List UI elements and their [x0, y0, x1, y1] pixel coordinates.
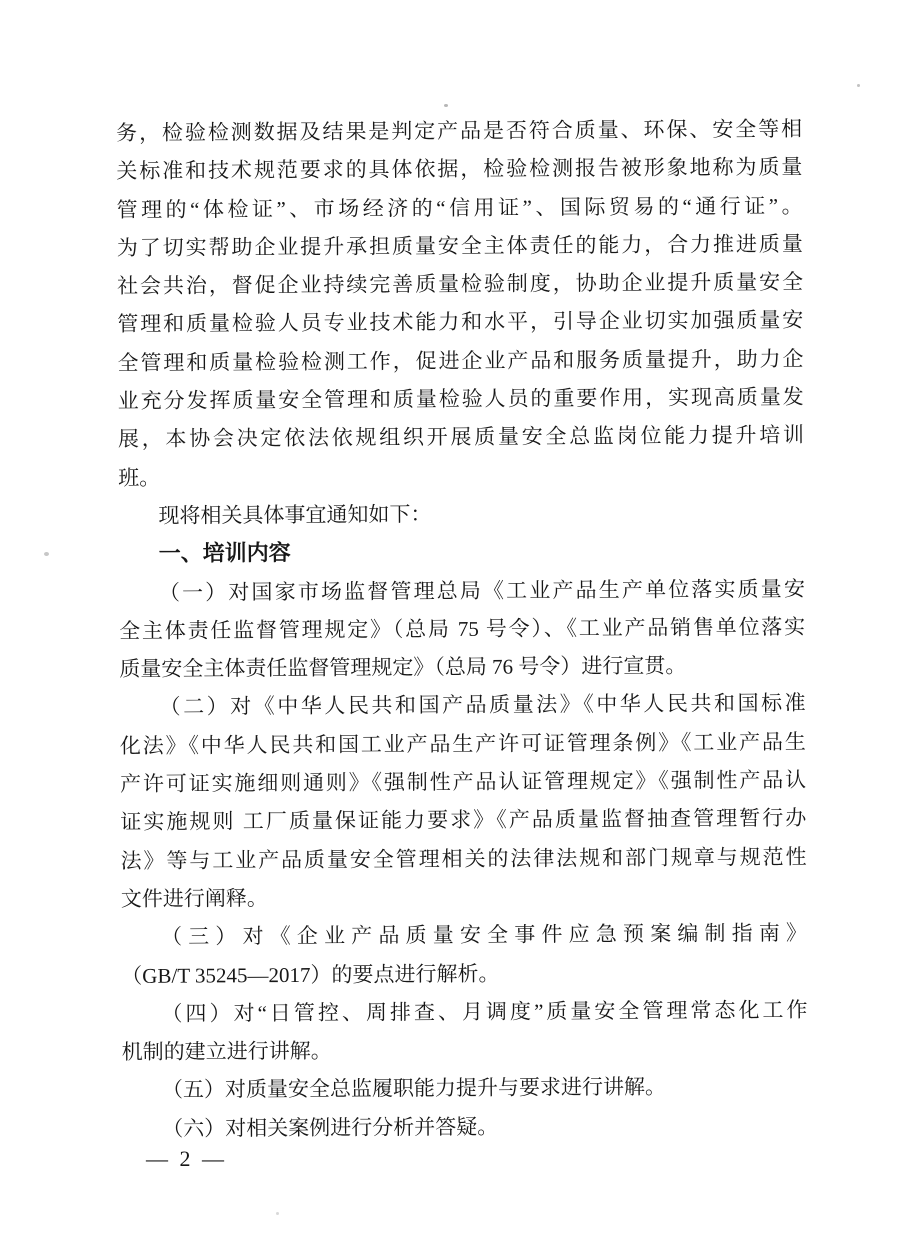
notice-line: 管理的“体检证”、市场经济的“信用证”、国际贸易的“通行证”。 — [116, 193, 803, 222]
notice-line: （三）对《企业产品质量安全事件应急预案编制指南》 — [160, 921, 808, 949]
notice-line: 关标准和技术规范要求的具体依据，检验检测报告被形象地称为质量 — [116, 155, 803, 184]
notice-line: 管理和质量检验人员专业技术能力和水平，引导企业切实加强质量安 — [117, 308, 804, 337]
notice-line: 全主体责任监督管理规定》（总局 75 号令）、《工业产品销售单位落实 — [119, 614, 806, 643]
notice-line: 班。 — [118, 465, 161, 490]
notice-line: 质量安全主体责任监督管理规定》（总局 76 号令）进行宣贯。 — [119, 653, 687, 682]
notice-line: （一）对国家市场监督管理总局《工业产品生产单位落实质量安 — [158, 576, 805, 605]
notice-line: （六）对相关案例进行分析并答疑。 — [162, 1114, 499, 1141]
notice-line: 全管理和质量检验检测工作，促进企业产品和服务质量提升，助力企 — [117, 346, 804, 375]
notice-line: 文件进行阐释。 — [120, 886, 268, 911]
notice-line: 证实施规则 工厂质量保证能力要求》《产品质量监督抽查管理暂行办 — [120, 806, 807, 835]
scan-speck — [276, 1212, 279, 1215]
section-heading-training-content: 一、培训内容 — [158, 540, 291, 567]
scan-speck — [857, 84, 860, 87]
notice-line: 法》等与工业产品质量安全管理相关的法律法规和部门规章与规范性 — [120, 844, 807, 873]
notice-line: （五）对质量安全总监履职能力提升与要求进行讲解。 — [161, 1075, 667, 1103]
notice-line: （二）对《中华人民共和国产品质量法》《中华人民共和国标准 — [159, 691, 806, 720]
notice-line: 展，本协会决定依法依规组织开展质量安全总监岗位能力提升培训 — [117, 423, 805, 452]
notice-line: 机制的建立进行讲解。 — [121, 1038, 332, 1065]
notice-line: 产许可证实施细则通则》《强制性产品认证管理规定》《强制性产品认 — [120, 767, 807, 797]
page-number: — 2 — — [146, 1146, 227, 1171]
notice-line: （GB/T 35245—2017）的要点进行解析。 — [121, 961, 500, 988]
notice-line: 社会共治，督促企业持续完善质量检验制度，协助企业提升质量安全 — [116, 269, 804, 299]
notice-line: 务，检验检测数据及结果是判定产品是否符合质量、环保、安全等相 — [116, 116, 803, 145]
notice-line: 业充分发挥质量安全管理和质量检验人员的重要作用，实现高质量发 — [117, 384, 804, 414]
notice-line: （四）对“日管控、周排查、月调度”质量安全管理常态化工作 — [161, 997, 808, 1026]
notice-line: 现将相关具体事宜通知如下： — [158, 502, 432, 528]
notice-line: 为了切实帮助企业提升承担质量安全主体责任的能力，合力推进质量 — [116, 231, 803, 260]
notice-body — [116, 110, 808, 1148]
scan-speck — [444, 104, 448, 107]
scan-speck — [44, 552, 49, 556]
notice-line: 化法》《中华人民共和国工业产品生产许可证管理条例》《工业产品生 — [119, 729, 806, 758]
